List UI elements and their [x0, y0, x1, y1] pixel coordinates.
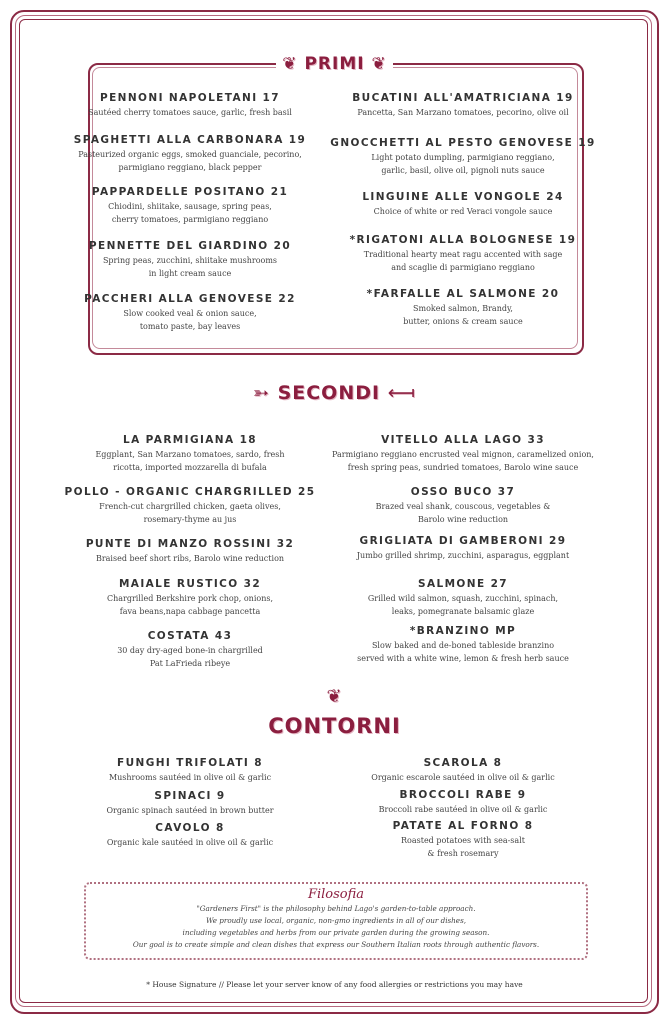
filosofia-line: Our goal is to create simple and clean dishes that express our Southern Italian roots through authentic flavors. [132, 940, 540, 949]
menu-item [323, 434, 603, 474]
description-line: Organic kale sautéed in olive oil & garlic [106, 838, 274, 847]
menu-item-description [50, 804, 330, 817]
menu-item [50, 790, 330, 817]
menu-item-description [323, 106, 603, 119]
menu-item-name: GNOCCHETTI AL PESTO GENOVESE 19 [330, 137, 596, 149]
menu-item [323, 92, 603, 119]
menu-item [50, 92, 330, 119]
menu-item-description [323, 834, 603, 860]
menu-item-description [323, 248, 603, 274]
menu-item-description [323, 205, 603, 218]
menu-item-description [50, 106, 330, 119]
description-line: Chargrilled Berkshire pork chop, onions, [106, 594, 274, 603]
menu-item-name: SPAGHETTI ALLA CARBONARA 19 [73, 134, 307, 146]
arrow-ornament-icon: ➳ [253, 382, 270, 404]
description-line: Pat LaFrieda ribeye [149, 659, 231, 668]
description-line: Broccoli rabe sautéed in olive oil & garlic [378, 805, 548, 814]
description-line: Slow cooked veal & onion sauce, [123, 309, 257, 318]
menu-item-name: MAIALE RUSTICO 32 [118, 578, 262, 590]
description-line: ricotta, imported mozzarella di bufala [113, 463, 267, 472]
flourish-ornament-icon: ❦ [0, 686, 669, 707]
menu-item-name: LINGUINE ALLE VONGOLE 24 [362, 191, 564, 203]
menu-item-description [323, 500, 603, 526]
description-line: parmigiano reggiano, black pepper [118, 163, 262, 172]
description-line: French-cut chargrilled chicken, gaeta olives, [99, 502, 281, 511]
menu-item [50, 240, 330, 280]
description-line: Eggplant, San Marzano tomatoes, sardo, fresh [95, 450, 285, 459]
description-line: garlic, basil, olive oil, pignoli nuts sauce [381, 166, 545, 175]
arrow-ornament-icon: ⟻ [387, 382, 416, 404]
menu-item-description [50, 592, 330, 618]
description-line: Slow baked and de-boned tableside branzino [371, 641, 555, 650]
description-line: fresh spring peas, sundried tomatoes, Barolo wine sauce [347, 463, 579, 472]
description-line: butter, onions & cream sauce [403, 317, 523, 326]
secondi-title: ➳ SECONDI ⟻ [0, 382, 669, 404]
description-line: Parmigiano reggiano encrusted veal mignon, caramelized onion, [332, 450, 594, 459]
menu-item [50, 538, 330, 565]
menu-item [50, 757, 330, 784]
menu-item [50, 186, 330, 226]
menu-item-name: BROCCOLI RABE 9 [399, 789, 527, 801]
contorni-title: CONTORNI [0, 714, 669, 738]
menu-item-name: GRIGLIATA DI GAMBERONI 29 [359, 535, 567, 547]
description-line: Mushrooms sautéed in olive oil & garlic [108, 773, 272, 782]
filosofia-line: including vegetables and herbs from our private garden during the growing season. [182, 928, 490, 937]
description-line: Chiodini, shiitake, sausage, spring peas, [108, 202, 272, 211]
description-line: Jumbo grilled shrimp, zucchini, asparagus, eggplant [356, 551, 570, 560]
description-line: rosemary-thyme au jus [143, 515, 237, 524]
menu-item-name: PUNTE DI MANZO ROSSINI 32 [85, 538, 295, 550]
description-line: Choice of white or red Veraci vongole sauce [373, 207, 553, 216]
description-line: Organic escarole sautéed in olive oil & garlic [371, 773, 555, 782]
menu-item-name: SPINACI 9 [154, 790, 226, 802]
menu-item-name: COSTATA 43 [147, 630, 233, 642]
menu-item-description [50, 500, 330, 526]
description-line: leaks, pomegranate balsamic glaze [391, 607, 535, 616]
description-line: Sautéed cherry tomatoes sauce, garlic, fresh basil [88, 108, 292, 117]
menu-item-name: OSSO BUCO 37 [410, 486, 516, 498]
menu-item [323, 234, 603, 274]
menu-item [323, 191, 603, 218]
filosofia-line: We proudly use local, organic, non-gmo ingredients in all of our dishes, [205, 916, 467, 925]
description-line: and scaglie di parmigiano reggiano [391, 263, 535, 272]
description-line: Light potato dumpling, parmigiano reggiano, [371, 153, 555, 162]
menu-item-name: FUNGHI TRIFOLATI 8 [117, 757, 263, 769]
description-line: Traditional hearty meat ragu accented with sage [363, 250, 563, 259]
menu-item-name: LA PARMIGIANA 18 [122, 434, 257, 446]
description-line: & fresh rosemary [427, 849, 499, 858]
description-line: 30 day dry-aged bone-in chargrilled [117, 646, 263, 655]
description-line: Spring peas, zucchini, shiitake mushrooms [102, 256, 278, 265]
menu-item [50, 293, 330, 333]
filosofia-line: "Gardeners First" is the philosophy behind Lago's garden-to-table approach. [196, 904, 476, 913]
menu-item-description [323, 803, 603, 816]
menu-item-name: *BRANZINO MP [409, 625, 517, 637]
description-line: Pancetta, San Marzano tomatoes, pecorino, olive oil [357, 108, 569, 117]
menu-item-name: BUCATINI ALL'AMATRICIANA 19 [352, 92, 574, 104]
menu-item-description [323, 592, 603, 618]
menu-item [50, 134, 330, 174]
menu-item-name: SALMONE 27 [418, 578, 508, 590]
menu-item-name: *RIGATONI ALLA BOLOGNESE 19 [349, 234, 577, 246]
menu-item-description [323, 151, 603, 177]
description-line: in light cream sauce [148, 269, 232, 278]
menu-item-description [50, 836, 330, 849]
menu-item-description [50, 254, 330, 280]
description-line: Roasted potatoes with sea-salt [401, 836, 525, 845]
filosofia-box [84, 882, 588, 960]
menu-item-description [50, 148, 330, 174]
menu-item [323, 137, 603, 177]
description-line: cherry tomatoes, parmigiano reggiano [111, 215, 269, 224]
description-line: served with a white wine, lemon & fresh herb sauce [357, 654, 569, 663]
description-line: Pasteurized organic eggs, smoked guanciale, pecorino, [78, 150, 302, 159]
menu-item-name: PATATE AL FORNO 8 [392, 820, 534, 832]
menu-item-description [323, 771, 603, 784]
menu-item-name: PACCHERI ALLA GENOVESE 22 [84, 293, 296, 305]
floral-ornament-icon: ❦ [371, 54, 387, 74]
menu-item-description [50, 200, 330, 226]
menu-item [323, 578, 603, 618]
menu-item-name: PAPPARDELLE POSITANO 21 [91, 186, 289, 198]
filosofia-title: Filosofia [307, 887, 365, 902]
menu-item-name: CAVOLO 8 [155, 822, 225, 834]
description-line: Grilled wild salmon, squash, zucchini, spinach, [367, 594, 559, 603]
menu-item-description [50, 644, 330, 670]
menu-item-name: PENNONI NAPOLETANI 17 [100, 92, 280, 104]
description-line: fava beans,napa cabbage pancetta [119, 607, 261, 616]
floral-ornament-icon: ❦ [282, 54, 298, 74]
menu-item-name: *FARFALLE AL SALMONE 20 [366, 288, 560, 300]
description-line: Brazed veal shank, couscous, vegetables & [375, 502, 551, 511]
menu-item [323, 789, 603, 816]
menu-item [323, 625, 603, 665]
footer-note: * House Signature // Please let your server know of any food allergies or restrictions you may have [146, 980, 523, 989]
menu-item [323, 288, 603, 328]
menu-item [50, 434, 330, 474]
menu-item [323, 535, 603, 562]
menu-item-name: PENNETTE DEL GIARDINO 20 [88, 240, 292, 252]
menu-item-name: SCAROLA 8 [423, 757, 503, 769]
menu-item-description [50, 307, 330, 333]
description-line: Barolo wine reduction [417, 515, 509, 524]
menu-item-description [50, 771, 330, 784]
menu-item [323, 486, 603, 526]
description-line: tomato paste, bay leaves [139, 322, 241, 331]
menu-item [50, 630, 330, 670]
menu-item-description [50, 448, 330, 474]
menu-item [50, 486, 330, 526]
menu-item-description [50, 552, 330, 565]
description-line: Smoked salmon, Brandy, [413, 304, 513, 313]
description-line: Organic spinach sautéed in brown butter [106, 806, 274, 815]
menu-item-description [323, 448, 603, 474]
primi-title: ❦ PRIMI ❦ [0, 54, 669, 74]
menu-item-description [323, 549, 603, 562]
menu-item-name: POLLO - ORGANIC CHARGRILLED 25 [64, 486, 316, 498]
menu-item [50, 578, 330, 618]
description-line: Braised beef short ribs, Barolo wine reduction [95, 554, 285, 563]
menu-item [323, 820, 603, 860]
menu-item-name: VITELLO ALLA LAGO 33 [381, 434, 545, 446]
menu-item [50, 822, 330, 849]
menu-item-description [323, 302, 603, 328]
menu-item-description [323, 639, 603, 665]
menu-item [323, 757, 603, 784]
